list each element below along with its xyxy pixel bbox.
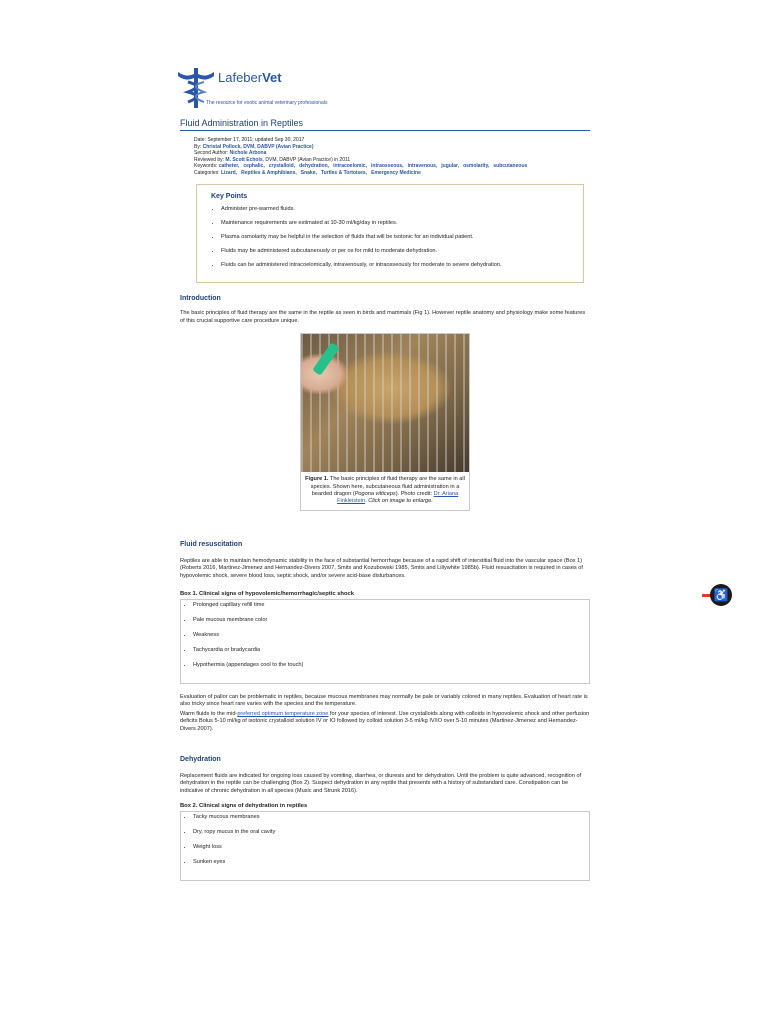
list-item: • Hypothermia (appendages cool to the touch): [193, 662, 585, 669]
list-item: • Fluids can be administered intracoelomically, intravenously, or intraosseously for moderate to severe dehydration.: [221, 262, 573, 269]
list-item: • Prolonged capillary refill time: [193, 602, 585, 609]
figure-caption: [301, 472, 469, 510]
meta-keywords-row: [194, 163, 590, 170]
brand-name-bold: Vet: [262, 70, 282, 85]
keyword-link[interactable]: osmolarity,: [463, 163, 490, 169]
meta-categories-row: [194, 170, 590, 177]
introduction-heading: Introduction: [180, 295, 221, 302]
article-page: [180, 60, 590, 881]
list-item: • Weight loss: [193, 844, 585, 851]
category-link[interactable]: Turtles & Tortoises,: [320, 169, 368, 176]
fluid-resuscitation-text: Reptiles are able to maintain hemodynamic stability in the face of substantial hemorrhage because of a rapid shift of interstitial fluid into the vascular space (Box 1) (Roberts 2016, Martinez-Jimenez and Hernandez-Divers 2007, Smits and Kozubowski 1985, Smits and Lillywhite 1985b). Fluid resuscitation is required in cases of hypovolemic shock, severe blood loss, septic shock, and/or severe acid-base disturbances.: [180, 557, 583, 579]
category-link[interactable]: Emergency Medicine: [371, 169, 421, 176]
meta-second-label: Second Author:: [194, 150, 229, 156]
caption-text-1: The basic principles of fluid therapy are the same in all species. Shown here, subcutaneous fluid administration in a bearded dragon (: [310, 476, 465, 497]
brand-name[interactable]: [218, 70, 282, 85]
keyword-link[interactable]: intracoelomic,: [333, 163, 368, 169]
page-title: Fluid Administration in Reptiles: [180, 118, 304, 128]
dehydration-heading: Dehydration: [180, 755, 221, 763]
second-author-link[interactable]: Nichole Arbona: [229, 150, 267, 156]
keyword-link[interactable]: jugular,: [441, 163, 460, 169]
list-item: • Administer pre-warmed fluids.: [221, 206, 573, 213]
list-item: • Weakness: [193, 632, 585, 639]
key-points-title: Key Points: [211, 193, 248, 200]
list-item: • Dry, ropy mucus in the oral cavity: [193, 829, 585, 836]
reviewer-link[interactable]: M. Scott Echols: [225, 156, 263, 163]
keyword-link[interactable]: cephalic,: [243, 163, 265, 169]
caption-species: Pogona vitticeps: [354, 491, 396, 497]
meta-date: Date: September 17, 2011; updated Sep 30, 2017: [194, 137, 305, 143]
warm-fluids-text: [180, 711, 590, 734]
box-2-list: [185, 814, 585, 866]
keyword-link[interactable]: catheter,: [218, 163, 240, 169]
caption-text-2: ). Photo credit:: [395, 491, 434, 497]
author-link[interactable]: Christal Pollock, DVM, DABVP (Avian Practice): [202, 143, 314, 150]
brand-name-plain: Lafeber: [218, 70, 263, 85]
introduction-text: The basic principles of fluid therapy are the same in the reptile as seen in birds and mammals (Fig 1). However reptile anatomy and physiology make some features of this crucial supportive care procedure unique.: [180, 310, 586, 324]
caption-enlarge-hint: Click on image to enlarge.: [368, 498, 433, 505]
brand-tagline: The resource for exotic animal veterinary professionals: [206, 100, 328, 106]
category-link[interactable]: Reptiles & Amphibians,: [241, 169, 297, 176]
article-meta: [194, 137, 590, 176]
list-item: • Plasma osmolarity may be helpful in the selection of fluids that will be isotonic for an individual patient.: [221, 234, 573, 241]
meta-reviewed-rest: , DVM, DABVP (Avian Practice) in 2011: [262, 156, 351, 163]
title-bar: [180, 118, 590, 131]
list-item: • Tacky mucous membranes: [193, 814, 585, 821]
keyword-link[interactable]: intravenous,: [407, 163, 438, 169]
warm-text-1: Warm fluids to the mid-: [180, 710, 238, 717]
category-link[interactable]: Lizard,: [220, 169, 238, 176]
dehydration-text: Replacement fluids are indicated for ongoing loss caused by vomiting, diarrhea, or diuresis and for dehydration. Until the problem is quite advanced, recognition of dehydration in the reptile can be challenging (Box 2). Suspect dehydration in any reptile that presents with a history of substandard care. Constipation can be indicative of chronic dehydration in all species (Music and Strunk 2016).: [180, 772, 582, 794]
box-2: [180, 811, 590, 881]
list-item: • Sunken eyes: [193, 859, 585, 866]
keyword-link[interactable]: dehydration,: [299, 163, 330, 169]
list-item: • Fluids may be administered subcutaneously or per os for mild to moderate dehydration.: [221, 248, 573, 255]
key-points-list: [211, 206, 573, 269]
fluid-resuscitation-heading: Fluid resuscitation: [180, 540, 243, 548]
accessibility-icon[interactable]: ♿: [710, 584, 732, 606]
box-1-title: Box 1. Clinical signs of hypovolemic/hemorrhagic/septic shock: [180, 590, 354, 597]
warm-text-2: for your species of interest. Use crystalloids along with colloids in hypovolemic shock and other perfusion deficits Bolus 5-10 ml/kg of isotonic crystalloid solution IV or IO followed by colloid solution 3-5 ml/kg IV/IO over 5-10 minutes (Martinez-Jimenez and Hernandez-Divers 2007).: [180, 710, 590, 732]
bearded-dragon-photo[interactable]: [301, 334, 469, 472]
photo-credit-link[interactable]: Dr. Ariana Finkleistein: [337, 491, 459, 505]
list-item: • Pale mucous membrane color: [193, 617, 585, 624]
category-link[interactable]: Snake,: [300, 169, 317, 176]
box-1: [180, 599, 590, 684]
caption-text-3: .: [365, 498, 369, 505]
site-header: [180, 60, 590, 112]
pallor-text: Evaluation of pallor can be problematic in reptiles, because mucous membranes may normally be pale or variably colored in many reptiles. Evaluation of heart rate is also tricky since heart rare varies with the species and the temperature.: [180, 693, 588, 708]
list-item: • Tachycardia or bradycardia: [193, 647, 585, 654]
box-2-title: Box 2. Clinical signs of dehydration in reptiles: [180, 803, 308, 810]
optimum-temperature-link[interactable]: preferred optimum temperature zone: [237, 710, 329, 717]
figure-label: Figure 1.: [305, 476, 329, 483]
keyword-link[interactable]: intraosseous,: [371, 163, 404, 169]
meta-keywords-label: Keywords:: [194, 163, 218, 169]
meta-reviewed-label: Reviewed by:: [194, 156, 225, 163]
keyword-link[interactable]: crystalloid,: [268, 163, 296, 169]
key-points-box: [196, 184, 584, 283]
meta-categories-label: Categories:: [194, 169, 220, 176]
figure-1: [300, 333, 470, 511]
meta-by-label: By:: [194, 143, 202, 150]
list-item: • Maintenance requirements are estimated at 10-30 ml/kg/day in reptiles.: [221, 220, 573, 227]
keyword-link[interactable]: subcutaneous: [493, 163, 528, 169]
box-1-list: [185, 602, 585, 669]
